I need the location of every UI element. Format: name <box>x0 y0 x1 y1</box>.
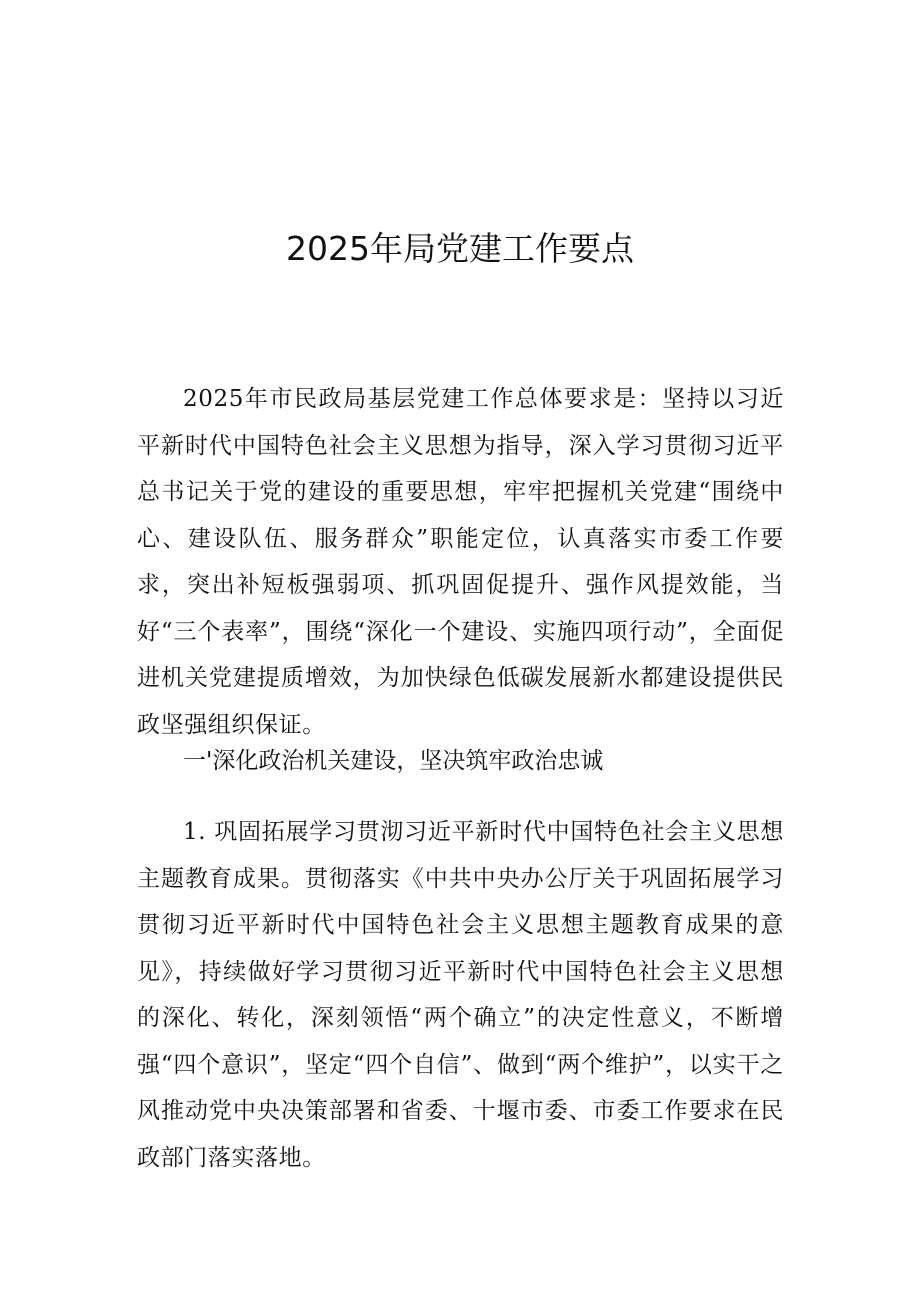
intro-paragraph: 2025年市民政局基层党建工作总体要求是：坚持以习近平新时代中国特色社会主义思想为指导，深入学习贯彻习近平总书记关于党的建设的重要思想，牢牢把握机关党建“围绕中心、建设队伍、服务群众”职能定位，认真落实市委工作要求，突出补短板强弱项、抓巩固促提升、强作风提效能，当好“三个表率”，围绕“深化一个建设、实施四项行动”，全面促进机关党建提质增效，为加快绿色低碳发展新水都建设提供民政坚强组织保证。 <box>137 386 784 738</box>
section-1-heading: 一'深化政治机关建设，坚决筑牢政治忠诚 <box>183 748 604 774</box>
document-title: 2025年局党建工作要点 <box>286 229 634 268</box>
item-1-paragraph: 1. 巩固拓展学习贯沏习近平新时代中国特色社会主义思想主题教育成果。贯彻落实《中共中央办公厅关于巩固拓展学习贯彻习近平新时代中国特色社会主义思想主题教育成果的意见》，持续做好学习贯彻习近平新时代中国特色社会主义思想的深化、转化，深刻领悟“两个确立”的决定性意义，不断增强“四个意识”，坚定“四个自信”、做到“两个维护”，以实干之风推动党中央决策部署和省委、十堰市委、市委工作要求在民政部门落实落地。 <box>137 819 784 1171</box>
